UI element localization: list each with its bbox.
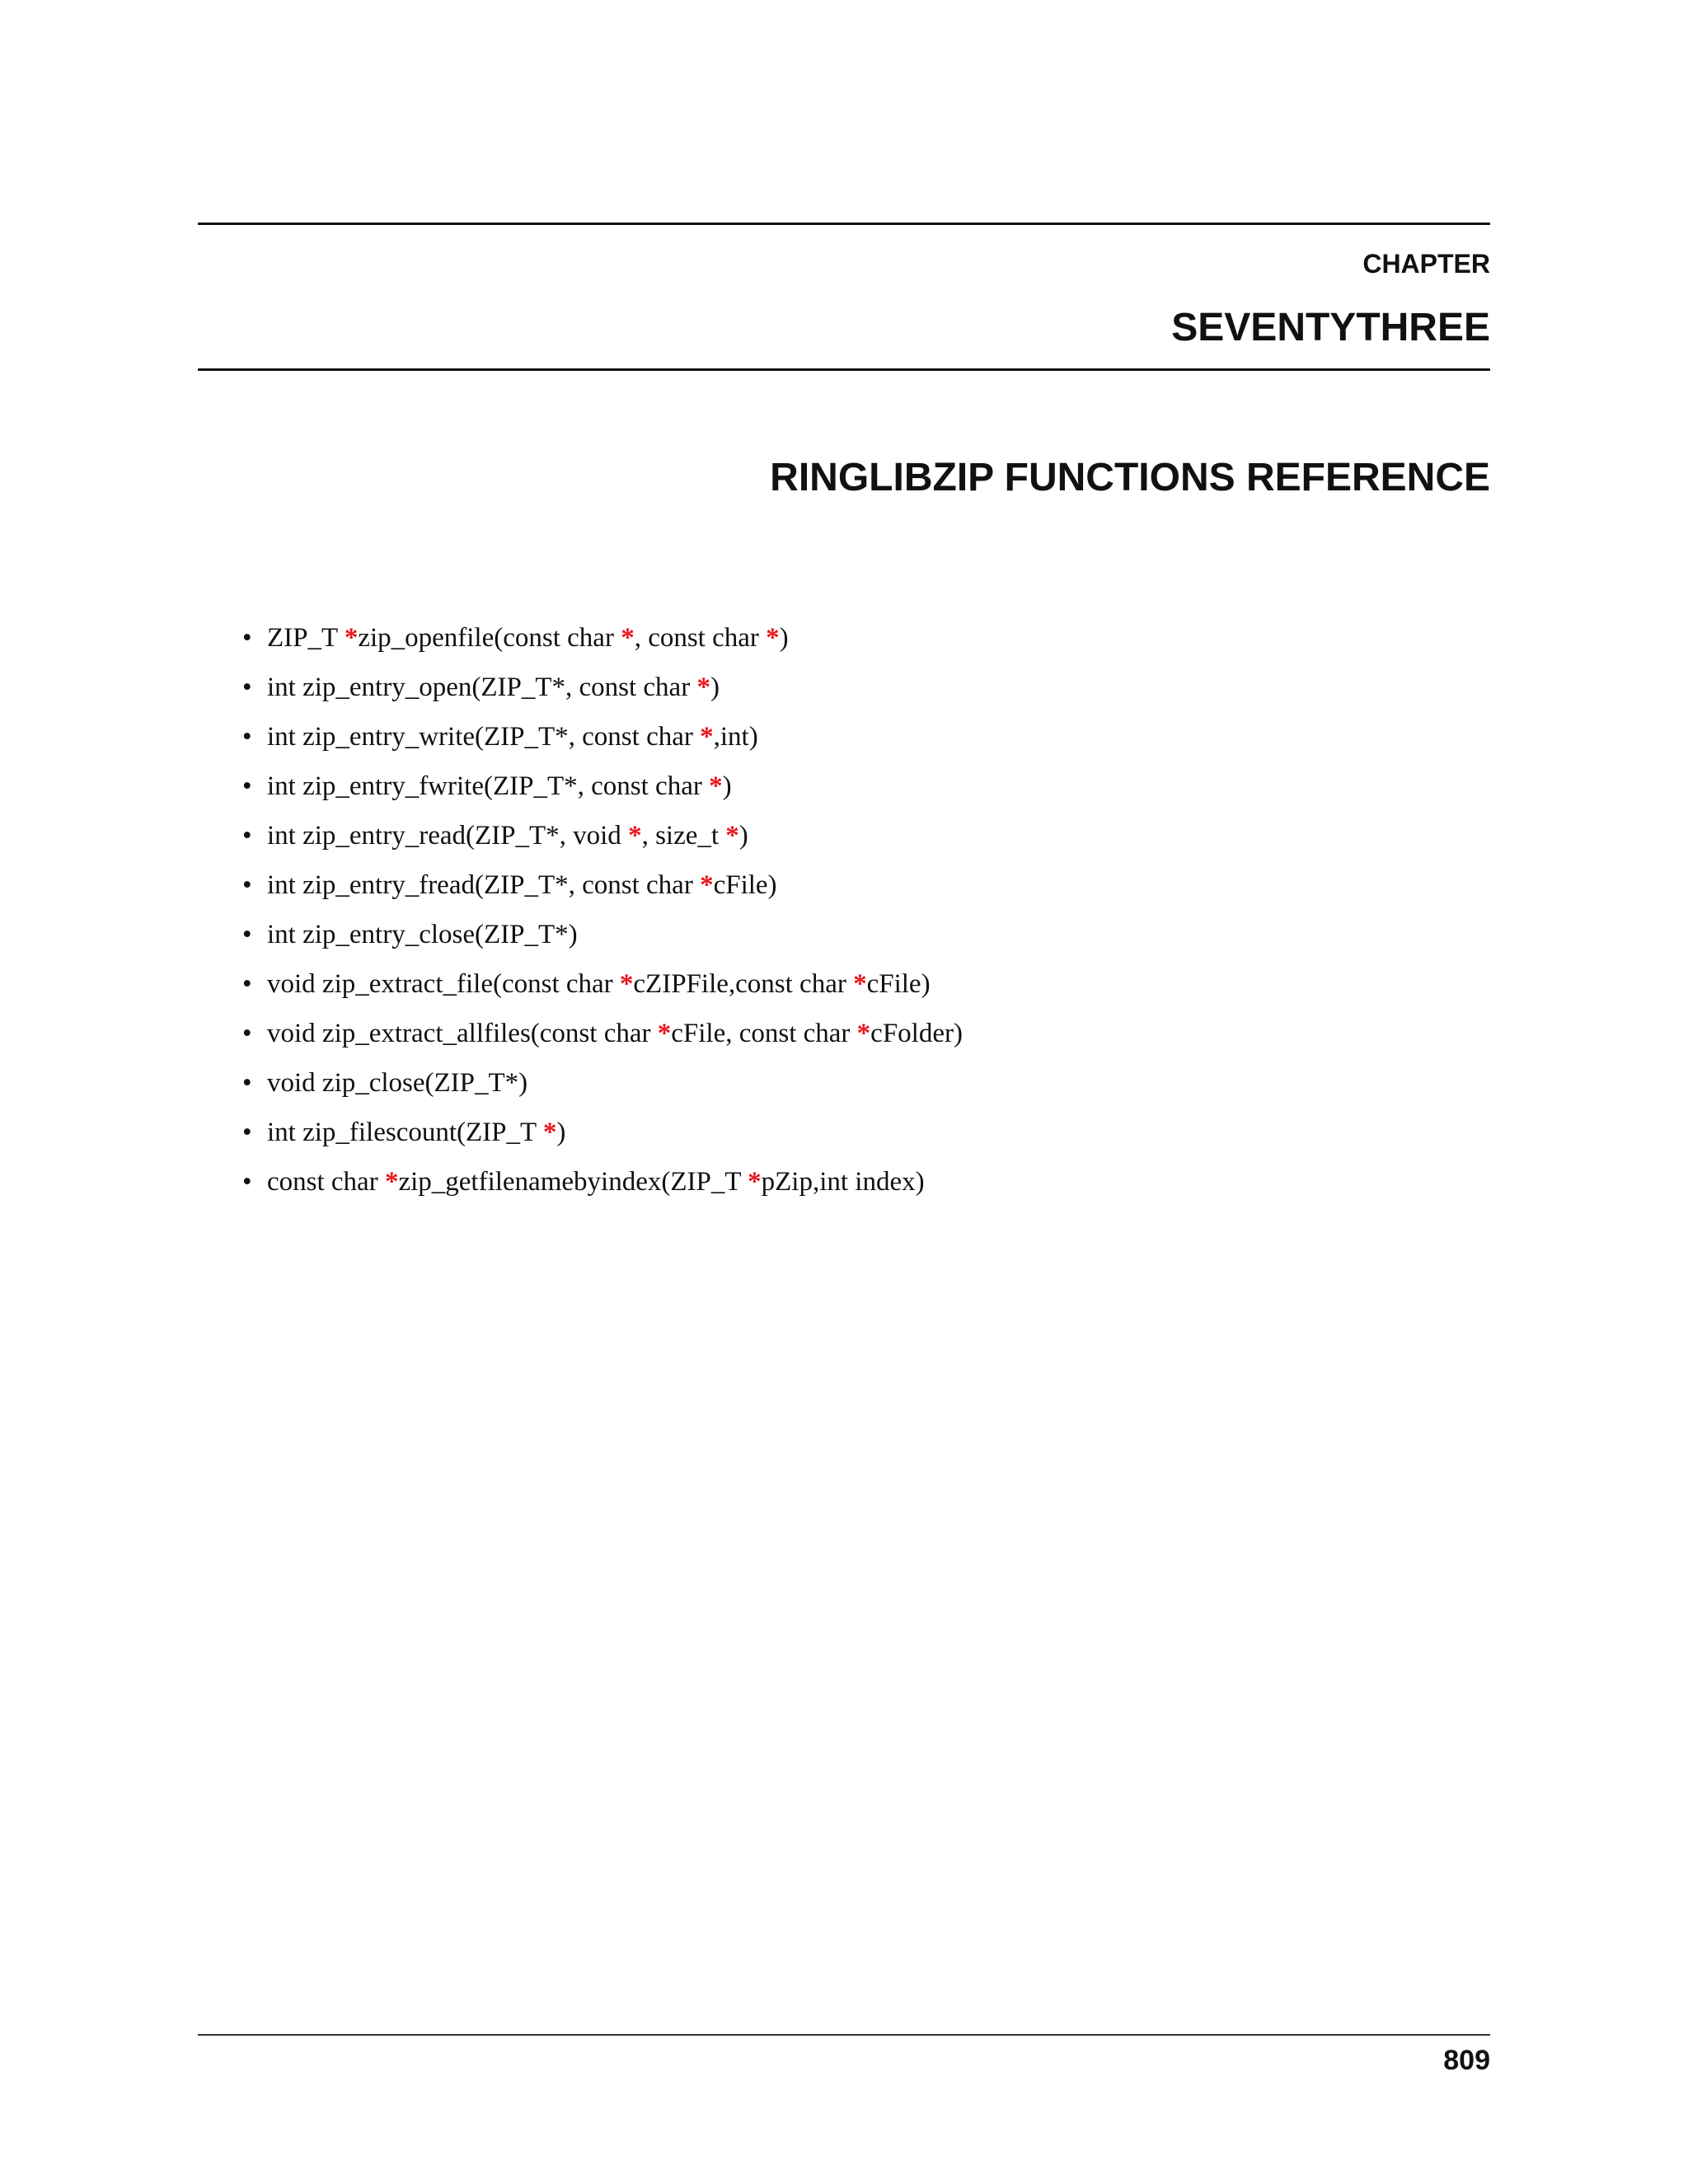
- bullet-icon: •: [242, 623, 252, 653]
- function-list-item: [242, 966, 963, 1015]
- signature-text: int zip_entry_read(ZIP_T*, void: [267, 821, 629, 851]
- function-list-item: [242, 1114, 963, 1164]
- pointer-star: *: [696, 673, 710, 702]
- bullet-icon: •: [242, 722, 252, 752]
- signature-text: void zip_extract_file(const char: [267, 969, 620, 999]
- pointer-star: *: [657, 1019, 672, 1048]
- chapter-label: CHAPTER: [1362, 249, 1490, 279]
- bullet-icon: •: [242, 673, 252, 702]
- function-list-item: [242, 1164, 963, 1213]
- function-list-item: [242, 818, 963, 867]
- bullet-icon: •: [242, 1167, 252, 1197]
- function-list-item: [242, 1015, 963, 1065]
- signature-text: cZIPFile,const char: [633, 969, 854, 999]
- bullet-icon: •: [242, 870, 252, 900]
- signature-text: int zip_entry_fread(ZIP_T*, const char: [267, 870, 701, 900]
- signature-text: cFile): [713, 870, 777, 900]
- signature-text: ): [779, 623, 789, 653]
- chapter-number: SEVENTYTHREE: [1171, 306, 1490, 349]
- pointer-star: *: [748, 1167, 762, 1197]
- pointer-star: *: [344, 623, 359, 653]
- function-list-item: [242, 916, 963, 966]
- signature-text: , size_t: [641, 821, 726, 851]
- pointer-star: *: [700, 870, 714, 900]
- function-list-item: [242, 1065, 963, 1114]
- function-list-item: [242, 768, 963, 818]
- pointer-star: *: [853, 969, 867, 999]
- pointer-star: *: [628, 821, 642, 851]
- signature-text: int zip_entry_close(ZIP_T*): [267, 920, 578, 949]
- signature-text: const char: [267, 1167, 385, 1197]
- signature-text: void zip_extract_allfiles(const char: [267, 1019, 658, 1048]
- bullet-icon: •: [242, 821, 252, 851]
- signature-text: ZIP_T: [267, 623, 345, 653]
- signature-text: ): [710, 673, 720, 702]
- signature-text: cFile): [866, 969, 931, 999]
- signature-text: cFolder): [870, 1019, 963, 1048]
- signature-text: ): [722, 771, 732, 801]
- pointer-star: *: [700, 722, 714, 752]
- function-list-item: [242, 867, 963, 916]
- bullet-icon: •: [242, 771, 252, 801]
- signature-text: void zip_close(ZIP_T*): [267, 1068, 528, 1098]
- bullet-icon: •: [242, 1068, 252, 1098]
- top-rule: [198, 223, 1490, 225]
- function-list: [242, 620, 963, 1213]
- pointer-star: *: [619, 969, 634, 999]
- signature-text: cFile, const char: [671, 1019, 857, 1048]
- pointer-star: *: [384, 1167, 399, 1197]
- bullet-icon: •: [242, 920, 252, 949]
- signature-text: zip_getfilenamebyindex(ZIP_T: [398, 1167, 748, 1197]
- pointer-star: *: [856, 1019, 871, 1048]
- bullet-icon: •: [242, 1118, 252, 1147]
- signature-text: int zip_entry_write(ZIP_T*, const char: [267, 722, 701, 752]
- signature-text: int zip_entry_open(ZIP_T*, const char: [267, 673, 697, 702]
- page-title: RINGLIBZIP FUNCTIONS REFERENCE: [770, 456, 1490, 499]
- chapter-rule: [198, 368, 1490, 371]
- signature-text: zip_openfile(const char: [358, 623, 621, 653]
- signature-text: , const char: [634, 623, 767, 653]
- signature-text: ): [556, 1118, 566, 1147]
- bullet-icon: •: [242, 969, 252, 999]
- pointer-star: *: [542, 1118, 557, 1147]
- signature-text: int zip_entry_fwrite(ZIP_T*, const char: [267, 771, 710, 801]
- footer-rule: [198, 2034, 1490, 2036]
- function-list-item: [242, 620, 963, 669]
- signature-text: pZip,int index): [761, 1167, 925, 1197]
- function-list-item: [242, 719, 963, 768]
- function-list-item: [242, 669, 963, 719]
- pointer-star: *: [621, 623, 635, 653]
- signature-text: int zip_filescount(ZIP_T: [267, 1118, 543, 1147]
- signature-text: ): [738, 821, 748, 851]
- bullet-icon: •: [242, 1019, 252, 1048]
- page-number: 809: [1443, 2045, 1490, 2076]
- pointer-star: *: [766, 623, 780, 653]
- signature-text: ,int): [713, 722, 758, 752]
- pointer-star: *: [709, 771, 723, 801]
- pointer-star: *: [725, 821, 739, 851]
